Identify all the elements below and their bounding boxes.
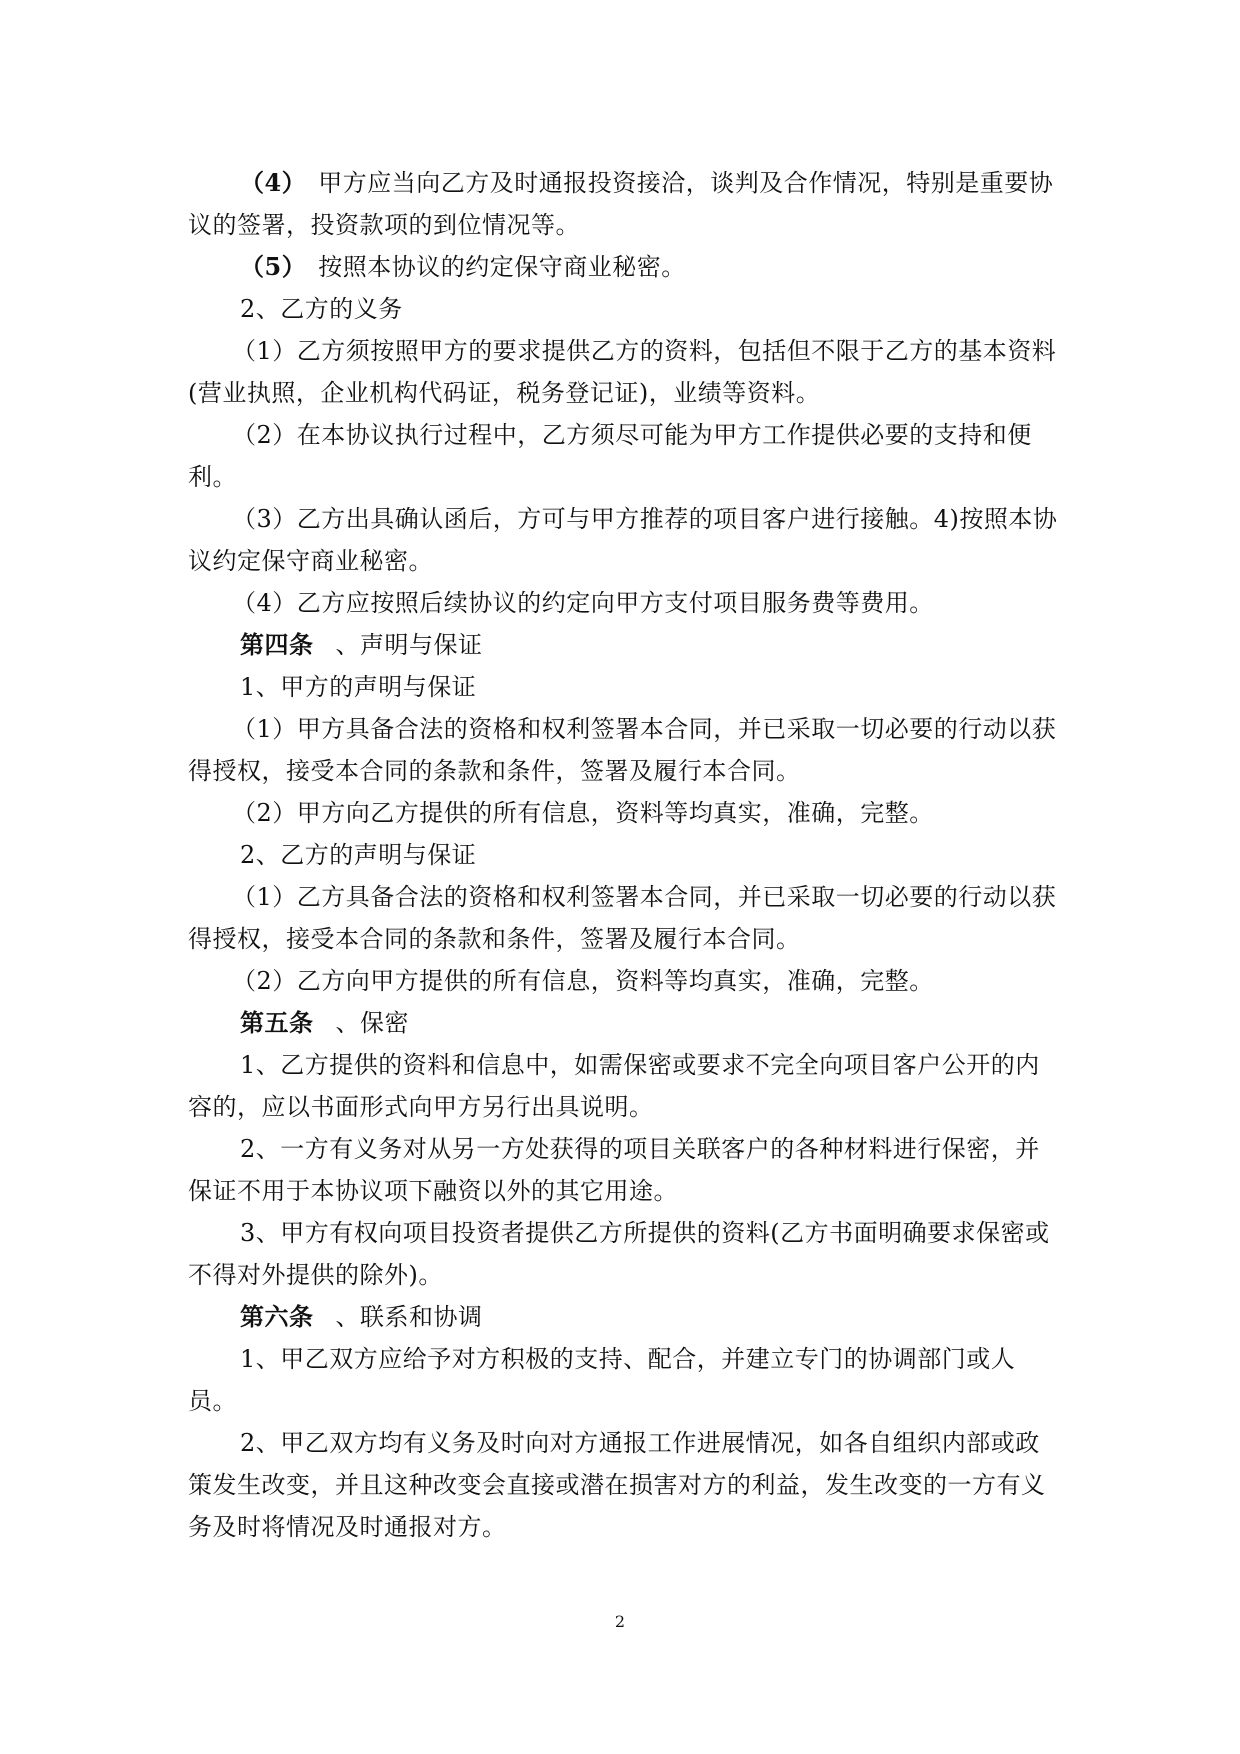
article-number: 第六条 [240, 1302, 314, 1331]
paragraph-text: 2、乙方的声明与保证 [240, 841, 477, 869]
article-heading-5 [188, 1002, 1058, 1044]
paragraph-text: 1、甲乙双方应给予对方积极的支持、配合，并建立专门的协调部门或人员。 [188, 1345, 1016, 1415]
paragraph-coordination-1 [188, 1338, 1058, 1422]
paragraph-coordination-2 [188, 1422, 1058, 1548]
paragraph-obligation-4 [188, 162, 1058, 246]
article-heading-4 [188, 624, 1058, 666]
subsection-heading-party-a-warranty [188, 666, 1058, 708]
paragraph-text: 2、甲乙双方均有义务及时向对方通报工作进展情况，如各自组织内部或政策发生改变，并且这种改变会直接或潜在损害对方的利益，发生改变的一方有义务及时将情况及时通报对方。 [188, 1429, 1046, 1541]
paragraph-text: 按照本协议的约定保守商业秘密。 [318, 253, 686, 281]
paragraph-text: （1）乙方须按照甲方的要求提供乙方的资料，包括但不限于乙方的基本资料(营业执照，企业机构代码证，税务登记证)，业绩等资料。 [188, 337, 1057, 407]
subsection-heading-party-b-obligations [188, 288, 1058, 330]
paragraph-text: 1、甲方的声明与保证 [240, 673, 477, 701]
article-title: 、声明与保证 [335, 631, 483, 659]
paragraph-party-a-warranty-2 [188, 792, 1058, 834]
article-heading-6 [188, 1296, 1058, 1338]
page-number: 2 [614, 1612, 626, 1631]
paragraph-confidentiality-3 [188, 1212, 1058, 1296]
document-body [188, 162, 1058, 1548]
subsection-heading-party-b-warranty [188, 834, 1058, 876]
article-title: 、联系和协调 [335, 1303, 483, 1331]
paragraph-number: （4） [240, 168, 307, 197]
paragraph-party-b-obligation-3 [188, 498, 1058, 582]
paragraph-text: （2）甲方向乙方提供的所有信息，资料等均真实，准确，完整。 [232, 799, 934, 827]
paragraph-text: （1）甲方具备合法的资格和权利签署本合同，并已采取一切必要的行动以获得授权，接受本合同的条款和条件，签署及履行本合同。 [188, 715, 1057, 785]
paragraph-text: 2、乙方的义务 [240, 295, 403, 323]
paragraph-party-b-obligation-1 [188, 330, 1058, 414]
paragraph-text: （2）在本协议执行过程中，乙方须尽可能为甲方工作提供必要的支持和便利。 [188, 421, 1032, 491]
paragraph-text: （3）乙方出具确认函后，方可与甲方推荐的项目客户进行接触。4)按照本协议约定保守商业秘密。 [188, 505, 1058, 575]
paragraph-confidentiality-1 [188, 1044, 1058, 1128]
paragraph-confidentiality-2 [188, 1128, 1058, 1212]
paragraph-party-b-warranty-1 [188, 876, 1058, 960]
article-title: 、保密 [335, 1009, 409, 1037]
paragraph-party-b-obligation-4 [188, 582, 1058, 624]
paragraph-party-b-warranty-2 [188, 960, 1058, 1002]
paragraph-text: 甲方应当向乙方及时通报投资接洽，谈判及合作情况，特别是重要协议的签署，投资款项的到位情况等。 [188, 169, 1054, 239]
paragraph-text: 1、乙方提供的资料和信息中，如需保密或要求不完全向项目客户公开的内容的，应以书面形式向甲方另行出具说明。 [188, 1051, 1040, 1121]
article-number: 第四条 [240, 630, 314, 659]
paragraph-text: （4）乙方应按照后续协议的约定向甲方支付项目服务费等费用。 [232, 589, 934, 617]
paragraph-party-b-obligation-2 [188, 414, 1058, 498]
paragraph-obligation-5 [188, 246, 1058, 288]
paragraph-text: 2、一方有义务对从另一方处获得的项目关联客户的各种材料进行保密，并保证不用于本协议项下融资以外的其它用途。 [188, 1135, 1040, 1205]
paragraph-number: （5） [240, 252, 307, 281]
paragraph-party-a-warranty-1 [188, 708, 1058, 792]
article-number: 第五条 [240, 1008, 314, 1037]
paragraph-text: 3、甲方有权向项目投资者提供乙方所提供的资料(乙方书面明确要求保密或不得对外提供的除外)。 [188, 1219, 1050, 1289]
paragraph-text: （1）乙方具备合法的资格和权利签署本合同，并已采取一切必要的行动以获得授权，接受本合同的条款和条件，签署及履行本合同。 [188, 883, 1057, 953]
paragraph-text: （2）乙方向甲方提供的所有信息，资料等均真实，准确，完整。 [232, 967, 934, 995]
